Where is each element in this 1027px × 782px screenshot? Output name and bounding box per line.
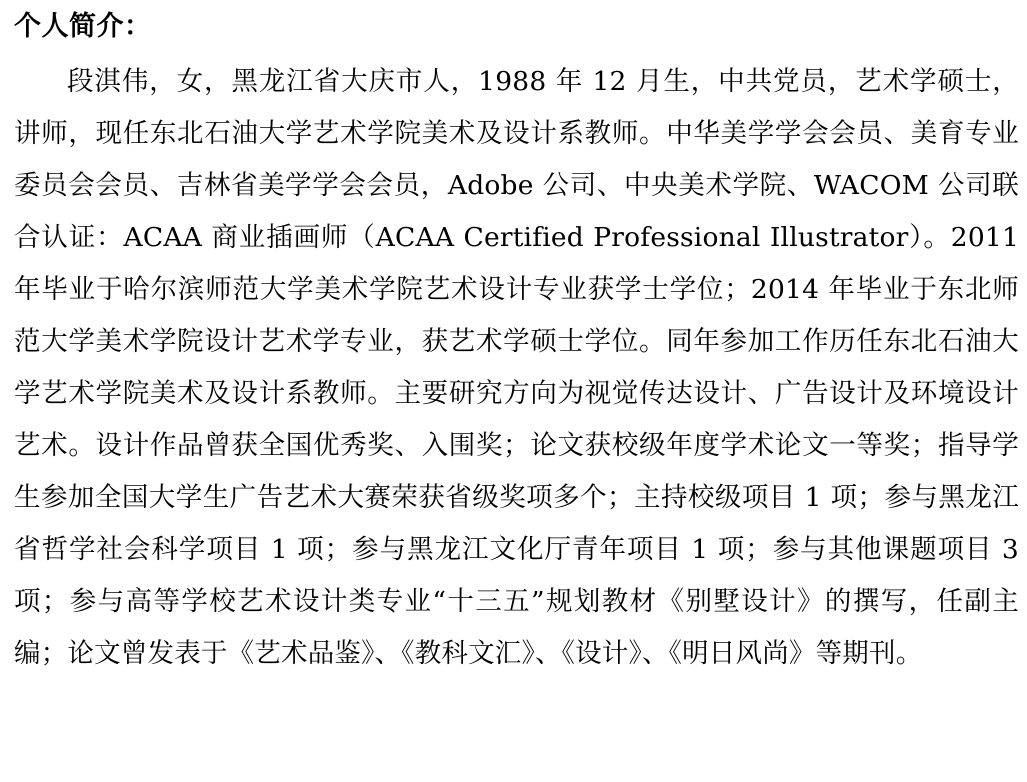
biography-paragraph: 段淇伟，女，黑龙江省大庆市人，1988 年 12 月生，中共党员，艺术学硕士，讲师，现任东北石油大学艺术学院美术及设计系教师。中华美学学会会员、美育专业委员会会员、吉林省美学学会会员，Adobe 公司、中央美术学院、WACOM 公司联合认证：ACAA 商业插画师（ACAA Certified Professional Illustrator）。2011 年毕业于哈尔滨师范大学美术学院艺术设计专业获学士学位；2014 年毕业于东北师范大学美术学院设计艺术学专业，获艺术学硕士学位。同年参加工作历任东北石油大学艺术学院美术及设计系教师。主要研究方向为视觉传达设计、广告设计及环境设计艺术。设计作品曾获全国优秀奖、入围奖；论文获校级年度学术论文一等奖；指导学生参加全国大学生广告艺术大赛荣获省级奖项多个；主持校级项目 1 项；参与黑龙江省哲学社会科学项目 1 项；参与黑龙江文化厅青年项目 1 项；参与其他课题项目 3 项；参与高等学校艺术设计类专业“十三五”规划教材《别墅设计》的撰写，任副主编；论文曾发表于《艺术品鉴》、《教科文汇》、《设计》、《明日风尚》等期刊。 [14, 65, 1019, 669]
page-title: 个人简介： [14, 11, 152, 42]
